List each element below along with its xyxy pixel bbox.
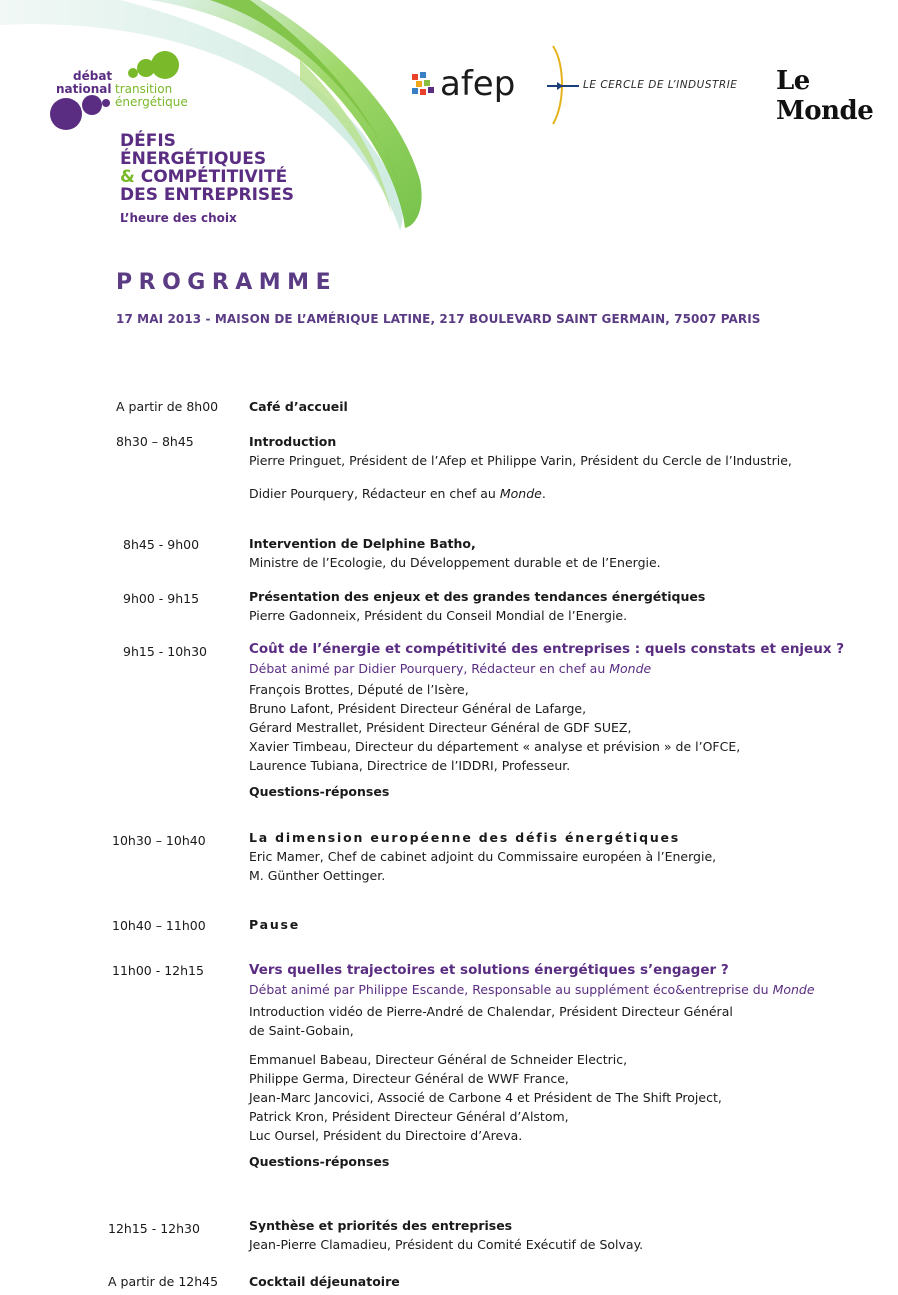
schedule-item: [249, 1216, 643, 1254]
schedule-time: A partir de 8h00: [116, 399, 219, 414]
item-title: Cocktail déjeunatoire: [249, 1274, 400, 1289]
title-ampersand: &: [120, 167, 135, 187]
moderator-text: Débat animé par Didier Pourquery, Rédacteur en chef au: [249, 661, 610, 676]
logo-debat-word: débat: [73, 69, 113, 83]
item-detail: M. Günther Oettinger.: [249, 868, 386, 883]
item-title: Coût de l’énergie et compétitivité des entreprises : quels constats et enjeux ?: [249, 641, 845, 657]
title-line-4: DES ENTREPRISES: [120, 185, 295, 205]
item-moderator: [249, 980, 815, 999]
speaker: Luc Oursel, Président du Directoire d’Areva.: [249, 1128, 523, 1143]
item-title: Intervention de Delphine Batho,: [249, 536, 476, 551]
item-intro: Introduction vidéo de Pierre-André de Chalendar, Président Directeur Général: [249, 1004, 733, 1019]
logo-energetique-word: énergétique: [115, 95, 188, 109]
speaker: Xavier Timbeau, Directeur du département « analyse et prévision » de l’OFCE,: [249, 739, 741, 754]
cercle-industrie-logo-icon: [543, 44, 583, 128]
schedule-time: 11h00 - 12h15: [112, 963, 204, 978]
programme-title: PROGRAMME: [116, 270, 338, 295]
speaker: Philippe Germa, Directeur Général de WWF France,: [249, 1071, 569, 1086]
schedule-time: A partir de 12h45: [108, 1274, 219, 1289]
moderator-text: Débat animé par Philippe Escande, Responsable au supplément éco&entreprise du: [249, 982, 773, 997]
item-detail-text: Didier Pourquery, Rédacteur en chef au: [249, 486, 500, 501]
item-detail: Pierre Gadonneix, Président du Conseil Mondial de l’Energie.: [249, 608, 628, 623]
schedule-time: 10h40 – 11h00: [112, 918, 206, 933]
schedule-time: 9h00 - 9h15: [123, 591, 200, 606]
schedule-time: 10h30 – 10h40: [112, 833, 206, 848]
afep-logo-icon: [412, 72, 438, 102]
title-line-3-text: COMPÉTITIVITÉ: [140, 167, 288, 187]
speaker: Patrick Kron, Président Directeur Général d’Alstom,: [249, 1109, 569, 1124]
schedule-time: 8h45 - 9h00: [123, 537, 200, 552]
item-detail-italic: Monde: [499, 486, 542, 501]
schedule-item: [249, 1272, 400, 1291]
schedule-item: [249, 432, 792, 503]
speaker: Gérard Mestrallet, Président Directeur Général de GDF SUEZ,: [249, 720, 632, 735]
item-detail: Ministre de l’Ecologie, du Développement durable et de l’Energie.: [249, 555, 661, 570]
logo-transition-word: transition: [115, 82, 173, 96]
item-title: Pause: [249, 917, 301, 932]
item-detail: Pierre Pringuet, Président de l’Afep et Philippe Varin, Président du Cercle de l’Industrie,: [249, 453, 792, 468]
title-line-1: DÉFIS: [120, 131, 176, 151]
item-title: Vers quelles trajectoires et solutions énergétiques s’engager ?: [249, 962, 729, 978]
item-title: La dimension européenne des défis énergétiques: [249, 830, 681, 845]
item-detail-text: .: [541, 486, 546, 501]
item-detail: [249, 484, 792, 503]
schedule-time: 12h15 - 12h30: [108, 1221, 200, 1236]
afep-logo-text: afep: [440, 64, 516, 104]
speaker: Emmanuel Babeau, Directeur Général de Schneider Electric,: [249, 1052, 628, 1067]
title-line-2: ÉNERGÉTIQUES: [120, 149, 267, 169]
le-monde-logo: Le Monde: [776, 66, 874, 126]
item-intro: de Saint-Gobain,: [249, 1023, 354, 1038]
speaker: Jean-Marc Jancovici, Associé de Carbone 4 et Président de The Shift Project,: [249, 1090, 722, 1105]
logo-national-word: national: [56, 82, 112, 96]
event-tagline: L’heure des choix: [120, 211, 237, 225]
item-qa: Questions-réponses: [249, 1154, 390, 1169]
speaker: Bruno Lafont, Président Directeur Général de Lafarge,: [249, 701, 587, 716]
schedule-time: 9h15 - 10h30: [123, 644, 207, 659]
schedule-item: [249, 587, 705, 625]
moderator-italic: Monde: [772, 982, 815, 997]
programme-date-location: 17 MAI 2013 - MAISON DE L’AMÉRIQUE LATINE, 217 BOULEVARD SAINT GERMAIN, 75007 PARIS: [116, 312, 761, 326]
speaker-list: [249, 1050, 815, 1145]
speaker: Laurence Tubiana, Directrice de l’IDDRI, Professeur.: [249, 758, 571, 773]
schedule-item: [249, 961, 815, 1171]
title-line-3: [120, 168, 294, 186]
item-moderator: [249, 659, 844, 678]
item-title: Introduction: [249, 434, 337, 449]
event-title: [120, 132, 294, 204]
schedule-item: [249, 397, 348, 416]
item-detail: Jean-Pierre Clamadieu, Président du Comité Exécutif de Solvay.: [249, 1237, 644, 1252]
schedule-time: 8h30 – 8h45: [116, 434, 194, 449]
schedule-item: [249, 828, 716, 885]
item-title: Synthèse et priorités des entreprises: [249, 1218, 513, 1233]
speaker-list: [249, 680, 844, 775]
cercle-industrie-logo-text: LE CERCLE DE L’INDUSTRIE: [583, 79, 738, 91]
schedule-item: [249, 534, 661, 572]
moderator-italic: Monde: [609, 661, 652, 676]
schedule-item: [249, 640, 844, 801]
item-detail: Eric Mamer, Chef de cabinet adjoint du Commissaire européen à l’Energie,: [249, 849, 717, 864]
schedule-item: [249, 915, 300, 934]
item-title: Café d’accueil: [249, 399, 348, 414]
item-title: Présentation des enjeux et des grandes tendances énergétiques: [249, 589, 706, 604]
speaker: François Brottes, Député de l’Isère,: [249, 682, 469, 697]
item-qa: Questions-réponses: [249, 784, 390, 799]
